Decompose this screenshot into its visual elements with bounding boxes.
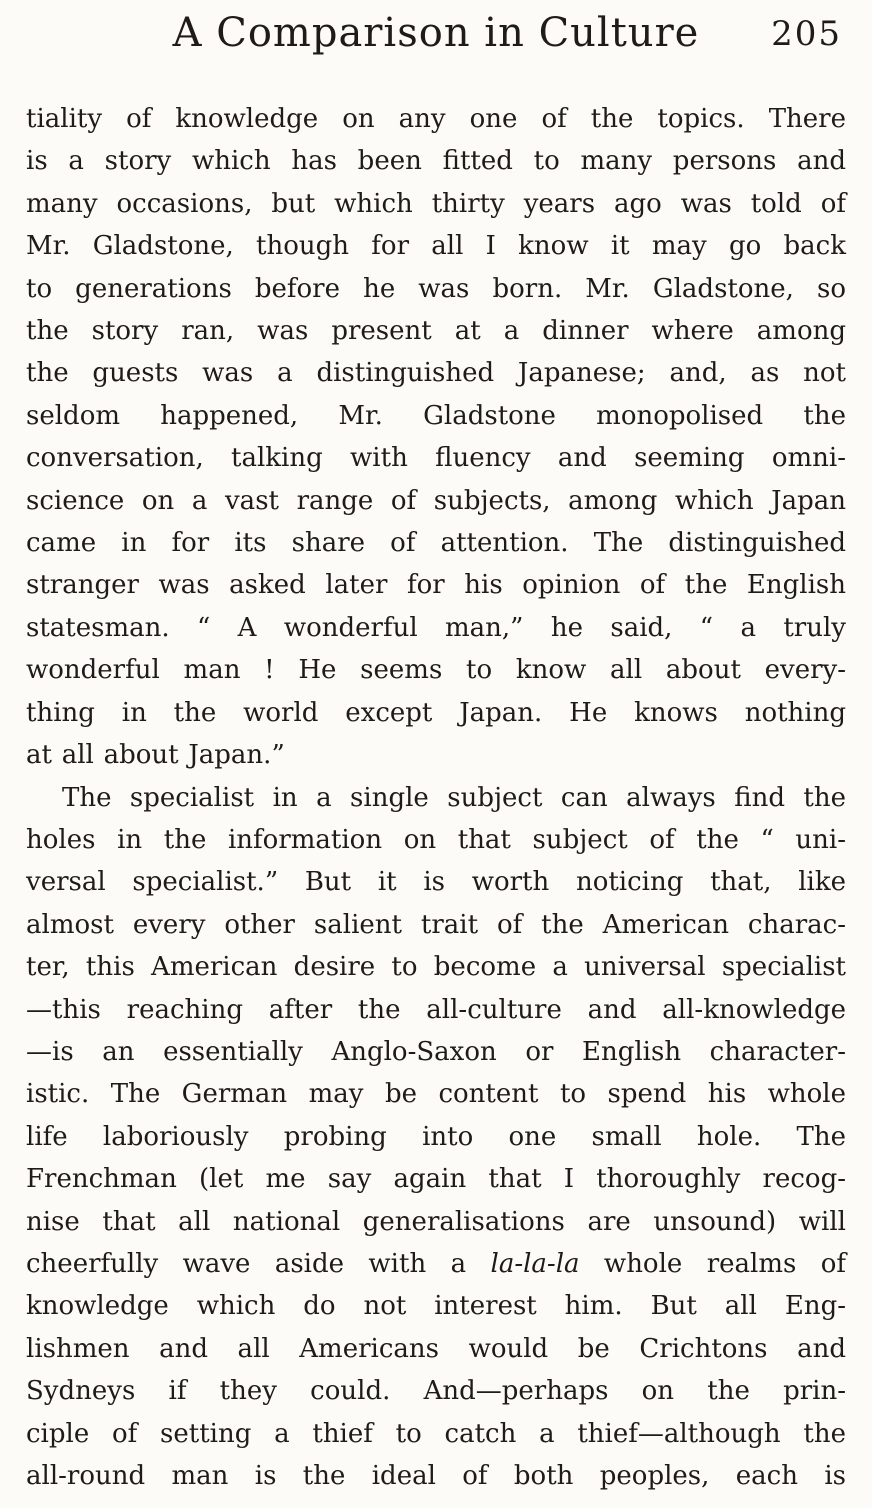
text-line: almost every other salient trait of the American charac- <box>26 909 846 940</box>
text-line: all-round man is the ideal of both peoples, each is <box>26 1461 846 1491</box>
text-line: to generations before he was born. Mr. Gladstone, so <box>26 273 846 304</box>
paragraph <box>26 777 846 1498</box>
text-line: The specialist in a single subject can always find the <box>62 782 846 813</box>
text-line: is a story which has been fitted to many persons and <box>26 146 846 177</box>
text-line: science on a vast range of subjects, among which Japan <box>26 485 846 516</box>
text-line: life laboriously probing into one small hole. The <box>26 1121 846 1152</box>
text-line: nise that all national generalisations are unsound) will <box>26 1206 846 1237</box>
text-line: —is an essentially Anglo-Saxon or English character- <box>26 1036 846 1067</box>
text-line: istic. The German may be content to spend his whole <box>26 1079 846 1110</box>
text-line: many occasions, but which thirty years ago was told of <box>26 188 846 219</box>
page-body <box>26 98 846 1497</box>
text-line: seldom happened, Mr. Gladstone monopolised the <box>26 400 846 431</box>
running-title: A Comparison in Culture <box>172 10 700 56</box>
page-header <box>0 0 872 60</box>
paragraph <box>26 98 846 777</box>
text-line: Mr. Gladstone, though for all I know it may go back <box>26 231 846 262</box>
text-line: —this reaching after the all-culture and all-knowledge <box>26 994 846 1025</box>
text-line: cheerfully wave aside with a la-la-la whole realms of <box>26 1248 846 1279</box>
text-line: statesman. “ A wonderful man,” he said, “ a truly <box>26 612 846 643</box>
text-line: the guests was a distinguished Japanese; and, as not <box>26 358 846 389</box>
text-line: knowledge which do not interest him. But all Eng- <box>26 1291 846 1322</box>
text-line: ciple of setting a thief to catch a thief—although the <box>26 1418 846 1449</box>
text-line: Frenchman (let me say again that I thoroughly recog- <box>26 1164 846 1195</box>
text-line: stranger was asked later for his opinion of the English <box>26 570 846 601</box>
text-line: tiality of knowledge on any one of the topics. There <box>26 104 846 134</box>
text-line: the story ran, was present at a dinner where among <box>26 316 846 347</box>
text-line: lishmen and all Americans would be Crichtons and <box>26 1333 846 1364</box>
text-line: thing in the world except Japan. He knows nothing <box>26 697 846 728</box>
text-line: conversation, talking with fluency and seeming omni- <box>26 443 846 474</box>
text-line: at all about Japan.” <box>26 740 285 771</box>
text-line: ter, this American desire to become a universal specialist <box>26 952 846 983</box>
text-line: came in for its share of attention. The distinguished <box>26 528 846 559</box>
text-line: Sydneys if they could. And—perhaps on the prin- <box>26 1376 846 1407</box>
text-line: holes in the information on that subject of the “ uni- <box>26 824 846 855</box>
text-line: wonderful man ! He seems to know all about every- <box>26 655 846 686</box>
text-line: versal specialist.” But it is worth noticing that, like <box>26 867 846 898</box>
page-number: 205 <box>771 14 842 54</box>
